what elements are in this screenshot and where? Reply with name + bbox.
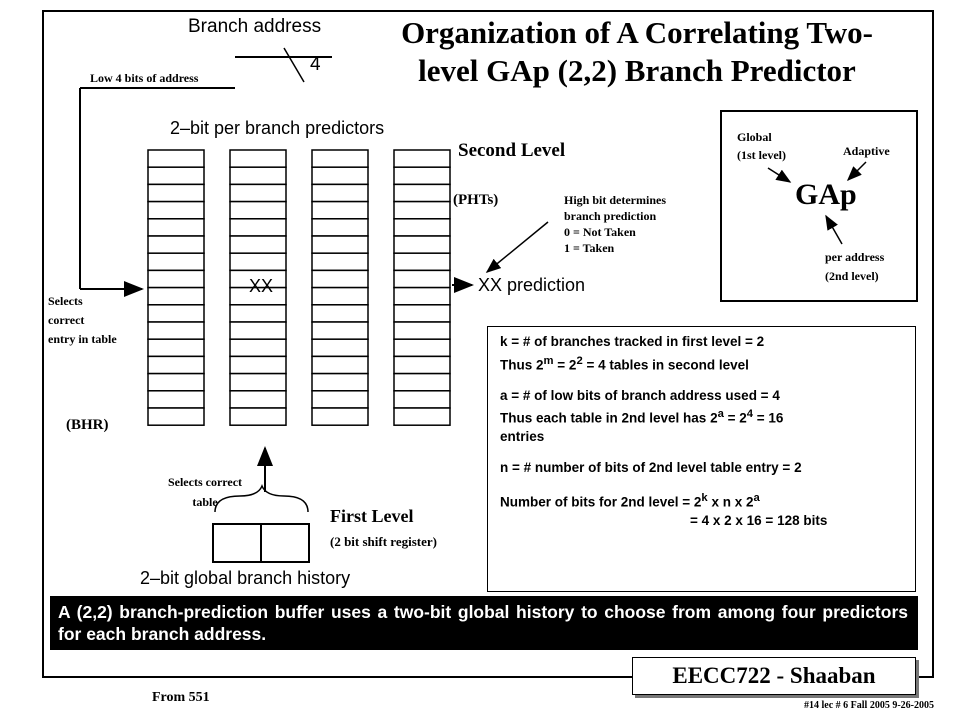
predictor-entry	[148, 374, 204, 391]
summary-banner: A (2,2) branch-prediction buffer uses a two-bit global history to choose from among four predictors for each branch address.	[50, 596, 918, 650]
predictor-entry	[230, 374, 286, 391]
phts-label: (PHTs)	[453, 192, 499, 208]
selects-entry-line: entry in table	[48, 332, 117, 346]
predictor-entry	[148, 253, 204, 270]
predictor-entry	[230, 253, 286, 270]
predictor-entry	[148, 202, 204, 219]
predictor-entry	[312, 167, 368, 184]
predictor-entry	[230, 167, 286, 184]
formula-k: k = # of branches tracked in first level = 2	[500, 334, 765, 349]
predictor-entry	[394, 253, 450, 270]
predictor-entry	[312, 356, 368, 373]
predictor-entry	[312, 236, 368, 253]
predictor-entry	[394, 408, 450, 425]
adaptive-label: Adaptive	[843, 144, 890, 158]
predictor-entry	[230, 219, 286, 236]
shift-register-label: (2 bit shift register)	[330, 534, 437, 549]
global-label-line: Global	[737, 130, 772, 144]
predictor-entry	[394, 322, 450, 339]
bits-count-label: 4	[310, 54, 321, 75]
predictor-entry	[394, 305, 450, 322]
global-label	[737, 128, 786, 164]
predictor-entry	[394, 339, 450, 356]
formula-a: a = # of low bits of branch address used = 4	[500, 387, 780, 403]
xx-cell-label: XX	[249, 276, 274, 296]
predictor-entry	[230, 408, 286, 425]
bhr-bit-1	[261, 524, 309, 562]
global-label-line: (1st level)	[737, 148, 786, 162]
predictor-entry	[148, 339, 204, 356]
pht-tables	[148, 150, 450, 425]
predictor-entry	[312, 270, 368, 287]
predictor-entry	[230, 391, 286, 408]
predictor-entry	[148, 391, 204, 408]
formula-tables: Thus $2^m = 2^2 = 4$ tables in second level	[500, 354, 749, 372]
bus-width-slash	[284, 48, 304, 82]
bhr-bit-0	[213, 524, 261, 562]
high-bit-note-line: 0 = Not Taken	[564, 225, 636, 239]
predictor-entry	[394, 356, 450, 373]
predictor-entry	[394, 270, 450, 287]
per-address-label	[825, 248, 884, 286]
course-badge: EECC722 - Shaaban	[632, 657, 916, 695]
high-bit-note-line: High bit determines	[564, 193, 666, 207]
formula-entries: Thus each table in 2nd level has $2^a = 2^4 = 16$	[500, 408, 784, 426]
predictor-entry	[312, 253, 368, 270]
predictor-entry	[312, 322, 368, 339]
predictor-entry	[312, 288, 368, 305]
selects-entry-label	[48, 292, 117, 349]
predictor-entry	[394, 150, 450, 167]
predictor-entry	[312, 184, 368, 201]
formula-entries-word: entries	[500, 429, 545, 444]
predictor-entry	[312, 374, 368, 391]
selects-entry-line: correct	[48, 313, 85, 327]
predictor-entry	[148, 219, 204, 236]
predictor-entry	[230, 322, 286, 339]
formula-n: n = # number of bits of 2nd level table entry = 2	[500, 459, 802, 475]
high-bit-note-line: 1 = Taken	[564, 241, 615, 255]
predictor-entry	[394, 184, 450, 201]
predictor-entry	[394, 236, 450, 253]
predictor-entry	[148, 150, 204, 167]
predictor-entry	[312, 150, 368, 167]
formula-box	[487, 326, 916, 592]
predictors-label: 2–bit per branch predictors	[170, 118, 385, 138]
xx-prediction-label: XX prediction	[478, 275, 586, 295]
predictor-entry	[148, 236, 204, 253]
predictor-entry	[312, 202, 368, 219]
predictor-entry	[312, 219, 368, 236]
branch-address-label: Branch address	[188, 16, 322, 37]
predictor-entry	[394, 374, 450, 391]
lecture-footer: #14 lec # 6 Fall 2005 9-26-2005	[804, 700, 934, 711]
predictor-entry	[394, 219, 450, 236]
predictor-entry	[148, 322, 204, 339]
low-bits-label: Low 4 bits of address	[90, 71, 199, 85]
bhr-label: (BHR)	[66, 417, 109, 433]
predictor-entry	[230, 202, 286, 219]
predictor-entry	[312, 339, 368, 356]
predictor-entry	[148, 288, 204, 305]
selects-entry-line: Selects	[48, 294, 83, 308]
predictor-entry	[230, 356, 286, 373]
predictor-entry	[148, 305, 204, 322]
per-address-line: per address	[825, 250, 885, 264]
predictor-entry	[148, 184, 204, 201]
gap-label: GAp	[795, 178, 857, 211]
predictor-entry	[230, 236, 286, 253]
first-level-label: First Level	[330, 506, 414, 526]
predictor-entry	[394, 391, 450, 408]
selects-table-line: table	[192, 495, 218, 509]
formula-total-result: = 4 x 2 x 16 = 128 bits	[690, 513, 828, 528]
title-line-1: Organization of A Correlating Two-	[401, 15, 873, 50]
source-label: From 551	[152, 690, 210, 705]
predictor-entry	[312, 305, 368, 322]
predictor-entry	[230, 184, 286, 201]
high-bit-note-arrow	[487, 222, 548, 272]
second-level-label: Second Level	[458, 140, 566, 161]
selects-table-line: Selects correct	[167, 475, 243, 489]
high-bit-note	[564, 192, 666, 256]
selects-table-label	[150, 472, 260, 512]
global-history-label: 2–bit global branch history	[140, 568, 351, 588]
predictor-entry	[148, 270, 204, 287]
predictor-entry	[394, 288, 450, 305]
formula-total: Number of bits for 2nd level = $2^k$ x n x 2$^a$	[500, 492, 760, 510]
predictor-entry	[230, 305, 286, 322]
predictor-entry	[312, 408, 368, 425]
predictor-entry	[148, 356, 204, 373]
per-address-line: (2nd level)	[825, 269, 879, 283]
title-line-2: level GAp (2,2) Branch Predictor	[418, 53, 856, 88]
predictor-entry	[394, 167, 450, 184]
high-bit-note-line: branch prediction	[564, 209, 657, 223]
predictor-entry	[230, 150, 286, 167]
predictor-entry	[148, 408, 204, 425]
predictor-entry	[148, 167, 204, 184]
predictor-entry	[312, 391, 368, 408]
predictor-entry	[394, 202, 450, 219]
predictor-entry	[230, 339, 286, 356]
